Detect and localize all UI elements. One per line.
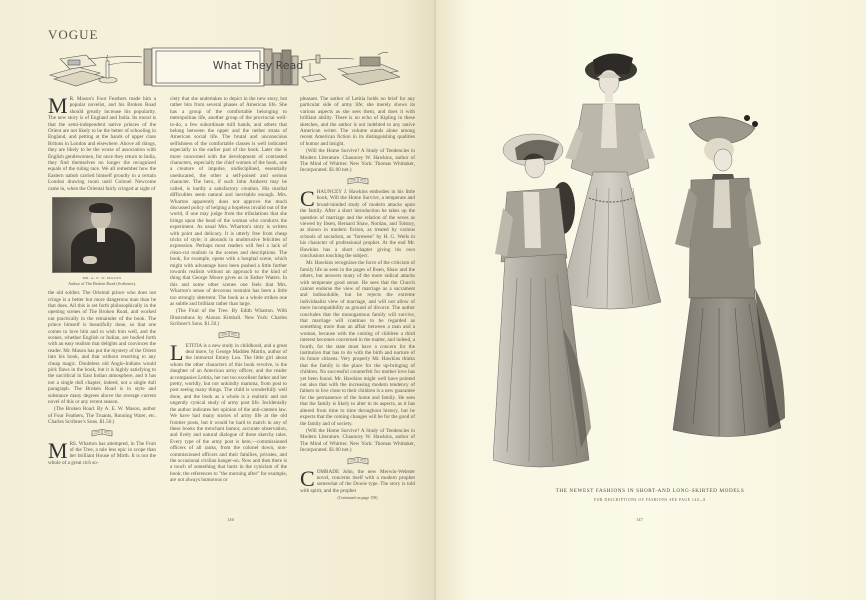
drop-cap: C: [300, 465, 315, 491]
review-letitia-citation: (Will the Home Survive? A Study of Tendencies in Modern Literature. Chauncey W. Hawkins, author of The Mind of Whittier. New York: Thomas Whittaker, Incorporated. $1.00 net.): [300, 148, 415, 174]
open-book-ornament-icon: [218, 331, 240, 340]
section-banner: [48, 47, 400, 87]
review-hawkins-body: Mr. Hawkins recognizes the force of the criticism of family life as seen in the pages of Ibsen, Shaw and the others, but answers many of the more radical attacks with temperate good sense. He sees that the Church cannot endorse the view of marriage as a sacrament and indissoluble, but he rejects the extreme individualist view of marriage, and will not allow of mere incompatibility as ground of divorce. The author concludes that the monogamous family will survive, that marriage will continue to be regarded as something more than an affair between a man and a woman, because with the coming of children a third interest becomes concerned in the matter, and indeed, a fourth, for the state must have a concern for the institution that has to do with the birth and nurture of its future citizens. Very properly Mr. Hawkins thinks that the family is the place for the up-bringing of children. No successful counterfeit for mother love has yet been found. Mr. Hawkins might well have pointed out also that with the increasing modern tendency of fathers to live close to their children is a new guarantee for the permanence of the home and family. He sees that the family is likely to alter in its aspects, as it has altered from time to time throughout history, but he expects that the coming changes will be for the good of the family and of society.: [300, 260, 415, 427]
review-wharton-citation: (The Fruit of the Tree. By Edith Wharton. With Illustrations by Alonzo Kimball. New York: Charles Scribner's Sons. $1.50.): [170, 308, 287, 328]
column-3: [300, 96, 415, 503]
plate-subcaption: FOR DESCRIPTIONS OF FASHIONS SEE PAGE 140—8: [594, 498, 706, 502]
drop-cap: M: [48, 93, 68, 118]
review-mason-intro: M R. Mason's Four Feathers made him a popular novelist, and his Broken Road should greatly increase his popularity. The new story is of England and India. Its moral is that the semi-independent native princes of the Orient are not likely to be the better of schooling in England, and petting at the hands of upper class Britons in London and elsewhere. Above all things, they are likely to be the worse of association with English gentlewomen, for once they return to India, they find themselves no longer the recognized equals of the ruling race. We all remember how the Eastern nabob carried himself proudly in a certain London drawing room until Colonel Newcome came in, when the Oriental fairly cringed at sight of: [48, 93, 156, 192]
right-figure-long-skirt: [673, 115, 785, 437]
drop-cap: C: [300, 185, 315, 211]
author-portrait-photo: [52, 197, 152, 273]
center-figure-short-skirt: [551, 53, 661, 309]
section-title: What They Read: [212, 59, 304, 72]
portrait-caption: MR. A. E. W. MASON Author of The Broken Road (Scribners).: [68, 276, 136, 287]
page-number: 147: [636, 517, 643, 522]
review-wharton-body: ciety that she undertakes to depict in the new story, but rather bits from several phases of American life. She has a group of the comfortable belonging to metropolitan life, another group of the provincial well-to-do, a few subordinate mill hands, and others that belong between the upper and the nether strata of American social life. The brutal and unconscious selfishness of the comfortable classes is well indicated especially in the earlier part of the book. Later she is more concerned with the development of contrasted characters, especially the chief women of the book, one a creature of impulse, undisciplined, essentially uneducated, the other a self-poised and serious character. The hero, if such John Amherst may be called, is hardly a satisfactory creation. His marital difficulties seem natural and inevitable enough. Mrs. Wharton apparently does not approve the much discussed policy of helping a hopeless invalid out of the world, if one may judge from the tribulations that she brings upon the head of the woman who conducts the experiment. As usual Mrs. Wharton's story is written with point and delicacy. It is utterly free from cheap tricks of style; it abounds in unobtrusive felicities of expression. Perhaps most readers will feel a lack of clean-cut realism in the scenes and descriptions. The book, for example, opens with a hospital scene, which might with advantage have been pushed a little further towards realism without an approach to the kind of thing that George Moore gives us in Esther Waters. In this and some other scenes one feels that Mrs. Wharton's sense of decorous restraint has been a little too strongly deterrent. The book as a whole strikes one as subtle and brilliant rather than large.: [170, 96, 287, 307]
review-comrade-john-intro: C OMRADE John, the new Merwin-Webster novel, concerns itself with a modern prophet somewhat of the Dowie type. The story is told with spirit, and the prophet: [300, 465, 415, 494]
masthead: VOGUE: [48, 27, 99, 42]
review-mason-body: the old soldier. The Oriental prince who does not cringe is a better but more dangerous man than he that does. All this is set forth philosophically in the opening scenes of The Broken Road, and worked out practically in the remainder of the book. The prince himself is beautifully done, so that one comes to love him and to wish him well, and the scenes, whether English or Indian, are bodied forth with an easy realism that delights and convinces the reader. Mr. Mason has put the mystery of the Orient into his book, and that without resorting to any cheap magic. Doubtless old Anglo-Indians would pick flaws in the book, but it is highly satisfying to the uncritical in East Indian atmosphere, and it has not a single dull chapter, indeed, not a single dull paragraph. The Broken Road is in style and substance many degrees above the average current novel of this or any recent season.: [48, 290, 156, 405]
column-2: [170, 96, 287, 485]
open-book-ornament-icon: [347, 457, 369, 466]
drop-cap: M: [48, 437, 68, 463]
page-number: 146: [227, 517, 234, 522]
review-letitia-end: pleasant. The author of Letitia holds no brief for any particular side of army life; she merely shows its various aspects as she sees them, and does it with brilliant ability. There is no echo of Kipling in these sketches, and the author is not indebted to any native American writer. The volume stands alone among recent American fiction in its distinguishing qualities of humor and insight.: [300, 96, 415, 147]
continued-notice: (Continued on page 158): [337, 495, 378, 501]
drop-cap: L: [170, 339, 184, 365]
review-wharton-intro: M RS. Wharton has attempted, in The Fruit of the Tree, a tale less epic in scope than her brilliant House of Mirth. It is not the whole of a great rich so-: [48, 437, 156, 466]
review-mason-citation: (The Broken Road. By A. E. W. Mason, author of Four Feathers, The Truants, Running Water, etc. Charles Scribner's Sons. $1.50.): [48, 406, 156, 426]
review-hawkins-intro: C HAUNCEY J. Hawkins embodies in his little book, Will the Home Survive, a temperate and broad-minded study of modern attacks upon the family. After a short introduction he takes up the question of marriage and the relation of the sexes as viewed by Ibsen, Bernard Shaw, Nordau, and Tolstoy, as shown in modern fiction, as treated by various schools of socialism, as "foreseen" by H. G. Wells in his character of professional prophet. At the end Mr. Hawkins has a short chapter giving his own conclusions touching the subject.: [300, 185, 415, 259]
column-1: [48, 93, 156, 467]
review-letitia-body: L ETITIA is a new study in childhood, and a great deal more, by George Madden Martin, author of the immortal Emmy Lou. The little girl about whom the other characters of this book revolve, is the daughter of an American army officer, and the reader accompanies Letitia, her not too excellent father and her pretty, worldly, but not unkindly mamma, from post to post seeing many things. The child is wonderfully well done, and the book as a whole is a realistic and not ungently cynical study of army post life. Incidentally the author indicates her opinion of the anti-canteen law. We have had many stories of army life at the old frontier posts, but it would be hard to match in any of these books the trenchant humor, accurate observation, and lively and natural dialogue of these sketchy tales. Every type of the army post is here,—commissioned officers of all ranks, from the colonel down, non-commissioned officers and their families, privates, and the occasional civilian hanger-on. Now and then there is a touch of something that hurts in the cynicism of the book; the references to "the morning after" for example, are not always humorous or: [170, 339, 287, 484]
fashion-plate-illustration: [493, 48, 793, 473]
open-book-ornament-icon: [347, 177, 369, 186]
review-hawkins-citation: (Will the Home Survive? A Study of Tendencies in Modern Literature. Chauncey W. Hawkins, author of The Mind of Whittier. New York: Thomas Whittaker, Incorporated. $1.00 net.): [300, 427, 415, 454]
plate-caption: THE NEWEST FASHIONS IN SHORT-AND LONG-SKIRTED MODELS: [555, 488, 745, 494]
open-book-ornament-icon: [91, 429, 113, 438]
